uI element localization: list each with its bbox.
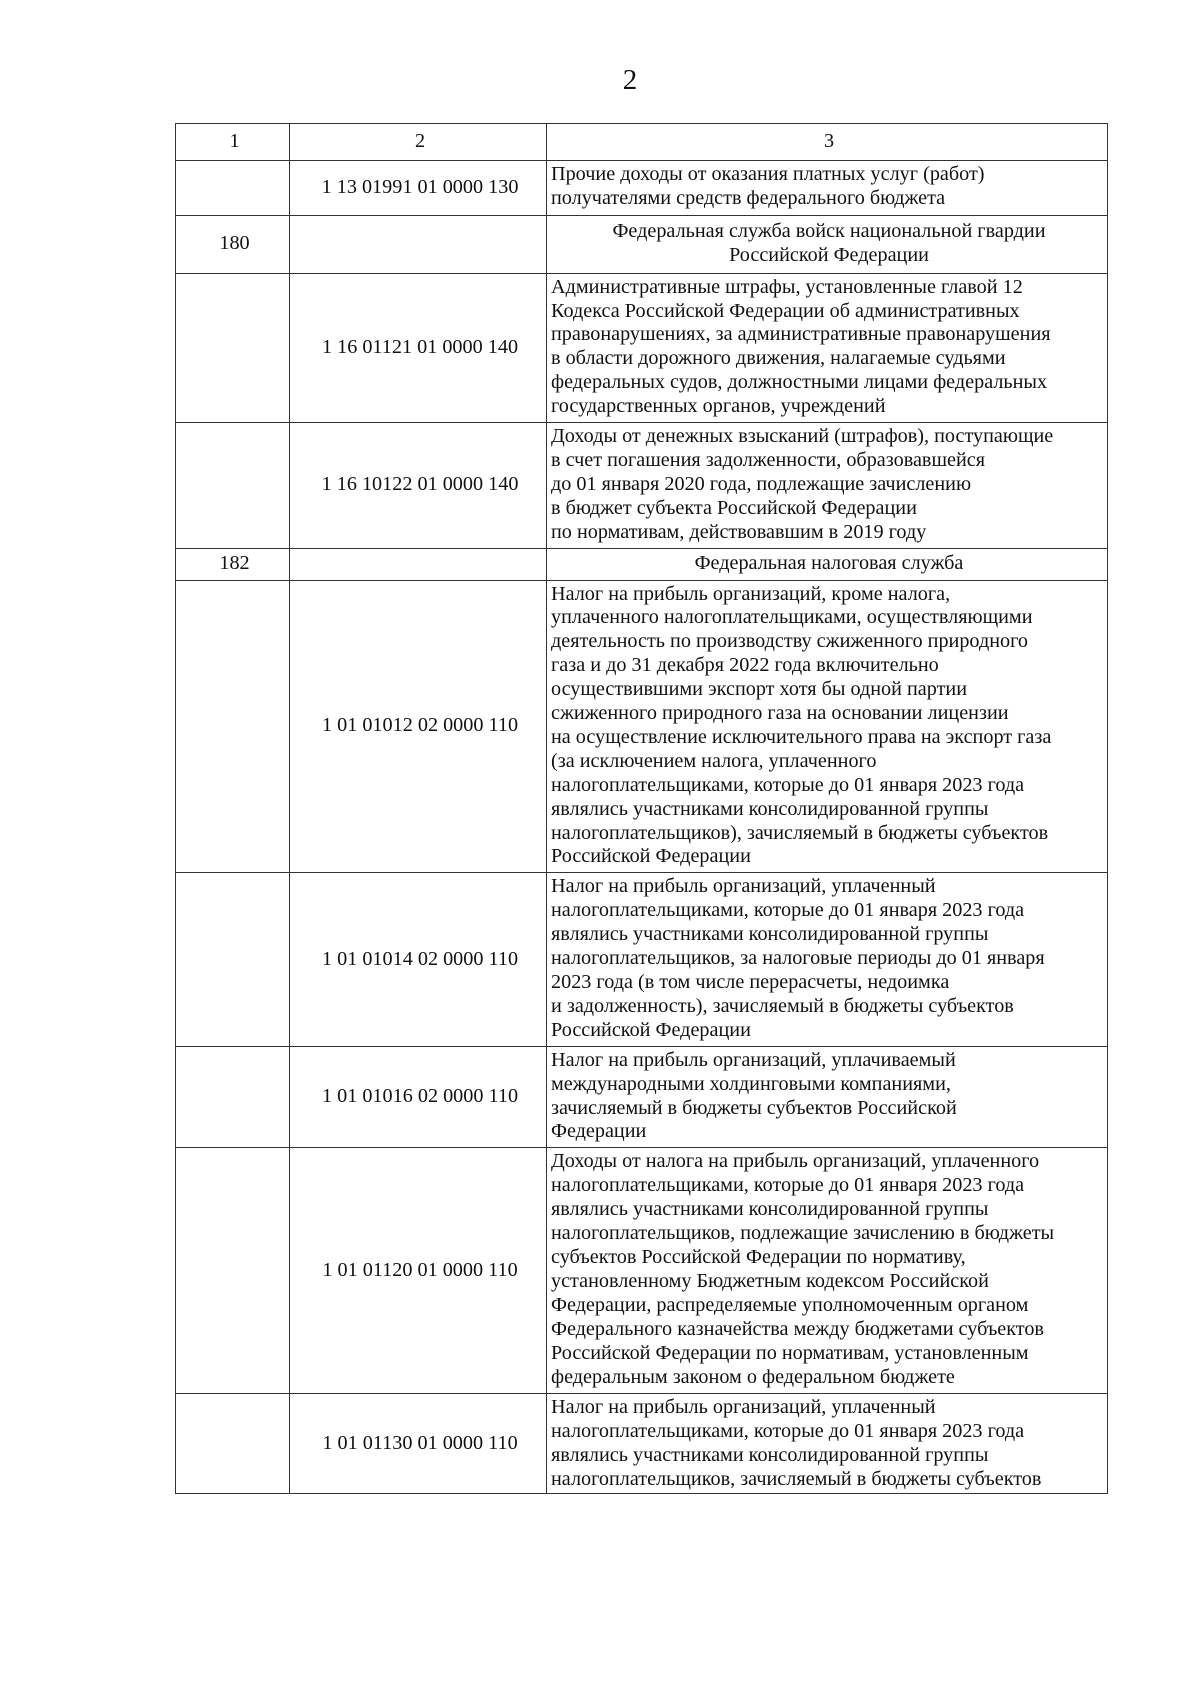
description-line: Доходы от налога на прибыль организаций, уплаченного <box>551 1150 1040 1173</box>
revenue-description <box>547 580 1108 873</box>
description-line: Российской Федерации <box>551 845 751 868</box>
description-line: Российской Федерации <box>551 1018 751 1041</box>
budget-classification-code: 1 16 01121 01 0000 140 <box>290 273 547 422</box>
description-line: Доходы от денежных взысканий (штрафов), поступающие <box>551 425 1054 448</box>
description-line: Налог на прибыль организаций, уплаченный <box>551 1396 936 1419</box>
description-line: Федерального казначейства между бюджетами субъектов <box>551 1317 1044 1340</box>
description-line: сжиженного природного газа на основании лицензии <box>551 702 1009 725</box>
header-col-2: 2 <box>290 124 547 161</box>
description-line: и задолженность), зачисляемый в бюджеты субъектов <box>551 994 1014 1017</box>
description-line: Федеральная служба войск национальной гвардии <box>612 219 1046 242</box>
description-line: Федеральная налоговая служба <box>694 551 964 574</box>
description-line: Федерации, распределяемые уполномоченным органом <box>551 1293 1029 1316</box>
description-line: являлись участниками консолидированной группы <box>551 1444 989 1467</box>
chief-administrator-code <box>176 1394 290 1494</box>
table-body <box>176 124 1108 1494</box>
revenue-description <box>547 423 1108 549</box>
description-line: до 01 января 2020 года, подлежащие зачислению <box>551 472 972 495</box>
description-line: являлись участниками консолидированной группы <box>551 923 989 946</box>
description-line: уплаченного налогоплательщиками, осуществляющими <box>551 606 1033 629</box>
chief-administrator-code <box>176 580 290 873</box>
chief-administrator-code <box>176 873 290 1046</box>
table-row <box>176 423 1108 549</box>
chief-administrator-code <box>176 423 290 549</box>
description-line: Кодекса Российской Федерации об административных <box>551 299 1020 322</box>
budget-classification-code: 1 01 01120 01 0000 110 <box>290 1148 547 1394</box>
description-line: Налог на прибыль организаций, кроме налога, <box>551 582 951 605</box>
description-line: в бюджет субъекта Российской Федерации <box>551 496 917 519</box>
budget-classification-code <box>290 215 547 273</box>
budget-classification-code: 1 01 01014 02 0000 110 <box>290 873 547 1046</box>
description-line: получателями средств федерального бюджета <box>551 186 946 209</box>
description-line: Прочие доходы от оказания платных услуг (работ) <box>551 163 985 185</box>
table-row <box>176 1148 1108 1394</box>
revenue-description <box>547 873 1108 1046</box>
table-row <box>176 580 1108 873</box>
description-line: налогоплательщиками, которые до 01 января 2023 года <box>551 899 1025 922</box>
description-line: налогоплательщиками, которые до 01 января 2023 года <box>551 773 1025 796</box>
table-row <box>176 1046 1108 1148</box>
revenue-description <box>547 1148 1108 1394</box>
budget-classification-code <box>290 548 547 580</box>
description-line: Российской Федерации <box>729 243 929 266</box>
chief-administrator-code: 182 <box>176 548 290 580</box>
revenue-description <box>547 273 1108 422</box>
budget-classification-code: 1 01 01012 02 0000 110 <box>290 580 547 873</box>
table-header-row <box>176 124 1108 161</box>
description-line: Административные штрафы, установленные главой 12 <box>551 275 1023 298</box>
chief-administrator-code <box>176 1148 290 1394</box>
budget-classification-code: 1 16 10122 01 0000 140 <box>290 423 547 549</box>
description-line: (за исключением налога, уплаченного <box>551 749 877 772</box>
revenue-description <box>547 215 1108 273</box>
table-row <box>176 215 1108 273</box>
revenue-description <box>547 1394 1108 1494</box>
chief-administrator-code <box>176 273 290 422</box>
header-col-1: 1 <box>176 124 290 161</box>
revenue-description <box>547 548 1108 580</box>
description-line: Федерации <box>551 1120 647 1143</box>
description-line: являлись участниками консолидированной группы <box>551 1198 989 1221</box>
revenue-description <box>547 161 1108 216</box>
budget-code-table <box>175 123 1108 1494</box>
description-line: государственных органов, учреждений <box>551 395 886 418</box>
description-line: зачисляемый в бюджеты субъектов Российской <box>551 1096 957 1119</box>
description-line: налогоплательщиков, зачисляемый в бюджеты субъектов <box>551 1468 1042 1491</box>
description-line: правонарушениях, за административные правонарушения <box>551 323 1051 346</box>
description-line: деятельность по производству сжиженного природного <box>551 630 1028 653</box>
table-row <box>176 548 1108 580</box>
page-number: 2 <box>622 64 638 96</box>
description-line: Налог на прибыль организаций, уплаченный <box>551 875 936 898</box>
table-row <box>176 873 1108 1046</box>
description-line: осуществившими экспорт хотя бы одной партии <box>551 678 968 701</box>
description-line: международными холдинговыми компаниями, <box>551 1072 951 1095</box>
chief-administrator-code <box>176 161 290 216</box>
description-line: по нормативам, действовавшим в 2019 году <box>551 520 927 543</box>
description-line: налогоплательщиков), зачисляемый в бюджеты субъектов <box>551 821 1049 844</box>
budget-classification-code: 1 01 01016 02 0000 110 <box>290 1046 547 1148</box>
description-line: 2023 года (в том числе перерасчеты, недоимка <box>551 971 950 993</box>
budget-classification-code: 1 13 01991 01 0000 130 <box>290 161 547 216</box>
description-line: на осуществление исключительного права на экспорт газа <box>551 725 1052 748</box>
description-line: газа и до 31 декабря 2022 года включительно <box>551 654 939 677</box>
description-line: в области дорожного движения, налагаемые судьями <box>551 347 1006 370</box>
table-row <box>176 273 1108 422</box>
description-line: являлись участниками консолидированной группы <box>551 797 989 820</box>
description-line: субъектов Российской Федерации по нормативу, <box>551 1245 966 1268</box>
budget-classification-code: 1 01 01130 01 0000 110 <box>290 1394 547 1494</box>
description-line: федеральным законом о федеральном бюджете <box>551 1365 955 1388</box>
description-line: налогоплательщиками, которые до 01 января 2023 года <box>551 1174 1025 1197</box>
description-line: Налог на прибыль организаций, уплачиваемый <box>551 1048 956 1071</box>
description-line: установленному Бюджетным кодексом Российской <box>551 1269 989 1292</box>
chief-administrator-code: 180 <box>176 215 290 273</box>
description-line: Российской Федерации по нормативам, установленным <box>551 1341 1029 1364</box>
table-row <box>176 1394 1108 1494</box>
revenue-description <box>547 1046 1108 1148</box>
table-row <box>176 161 1108 216</box>
description-line: налогоплательщиков, подлежащие зачислению в бюджеты <box>551 1222 1055 1245</box>
chief-administrator-code <box>176 1046 290 1148</box>
description-line: налогоплательщиками, которые до 01 января 2023 года <box>551 1420 1025 1443</box>
description-line: налогоплательщиков, за налоговые периоды до 01 января <box>551 947 1045 970</box>
description-line: федеральных судов, должностными лицами федеральных <box>551 371 1048 394</box>
description-line: в счет погашения задолженности, образовавшейся <box>551 448 986 471</box>
header-col-3: 3 <box>547 124 1108 161</box>
